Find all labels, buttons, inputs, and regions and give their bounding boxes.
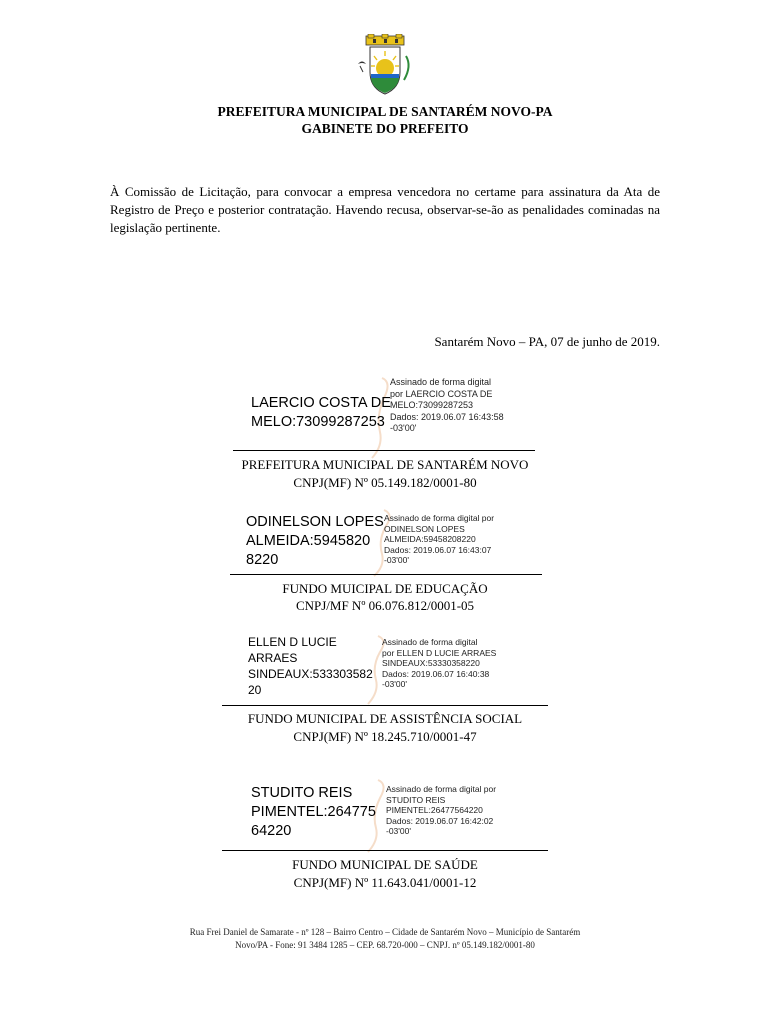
dateline: Santarém Novo – PA, 07 de junho de 2019. — [434, 334, 660, 349]
signature-line-2 — [230, 574, 542, 575]
municipal-coat-of-arms-icon — [350, 34, 420, 98]
signature-name-2: ODINELSON LOPES ALMEIDA:5945820 8220 — [246, 514, 384, 568]
signature-org-1: PREFEITURA MUNICIPAL DE SANTARÉM NOVO — [241, 457, 529, 472]
signature-details-3: Assinado de forma digital por ELLEN D LUCIE ARRAES SINDEAUX:53330358220 Dados: 2019.06.07 16:40:38 -03'00' — [382, 637, 497, 689]
signature-details-1: Assinado de forma digital por LAERCIO COSTA DE MELO:73099287253 Dados: 2019.06.07 16:43:58 -03'00' — [390, 377, 504, 433]
signature-line-4 — [222, 850, 548, 851]
signature-cnpj-2: CNPJ/MF Nº 06.076.812/0001-05 — [295, 598, 475, 613]
header-line-1: PREFEITURA MUNICIPAL DE SANTARÉM NOVO-PA — [217, 104, 553, 119]
signature-org-2: FUNDO MUICIPAL DE EDUCAÇÃO — [282, 581, 488, 596]
signature-cnpj-4: CNPJ(MF) Nº 11.643.041/0001-12 — [293, 875, 477, 890]
signature-details-2: Assinado de forma digital por ODINELSON LOPES ALMEIDA:59458208220 Dados: 2019.06.07 16:43:07 -03'00' — [384, 513, 495, 565]
signature-block-2 — [0, 506, 770, 616]
signature-details-4: Assinado de forma digital por STUDITO REIS PIMENTEL:26477564220 Dados: 2019.06.07 16:42:02 -03'00' — [386, 784, 497, 836]
footer-address: Rua Frei Daniel de Samarate - nº 128 – Bairro Centro – Cidade de Santarém Novo – Município de Santarém Novo/PA - Fone: 91 3484 1285 – CEP. 68.720-000 – CNPJ. nº 05.149.182/0001-80 — [189, 927, 581, 950]
header-line-2: GABINETE DO PREFEITO — [301, 121, 469, 136]
signature-name-1: LAERCIO COSTA DE MELO:73099287253 — [251, 395, 391, 430]
signature-line-3 — [222, 705, 548, 706]
signature-line-1 — [233, 450, 535, 451]
signature-cnpj-1: CNPJ(MF) Nº 05.149.182/0001-80 — [293, 475, 477, 490]
signature-block-1 — [0, 372, 770, 492]
signature-name-4: STUDITO REIS PIMENTEL:264775 64220 — [251, 785, 376, 839]
signature-org-3: FUNDO MUNICIPAL DE ASSISTÊNCIA SOCIAL — [247, 711, 523, 726]
signature-block-4 — [0, 776, 770, 896]
body-paragraph: À Comissão de Licitação, para convocar a empresa vencedora no certame para assinatura da Ata de Registro de Preço e posterior contratação. Havendo recusa, observar-se-ão as penalidades cominadas na legislação pertinente. — [110, 184, 660, 235]
signature-org-4: FUNDO MUNICIPAL DE SAÚDE — [292, 857, 478, 872]
signature-name-3: ELLEN D LUCIE ARRAES SINDEAUX:533303582 20 — [248, 635, 373, 697]
signature-cnpj-3: CNPJ(MF) Nº 18.245.710/0001-47 — [293, 729, 477, 744]
signature-block-3 — [0, 632, 770, 747]
